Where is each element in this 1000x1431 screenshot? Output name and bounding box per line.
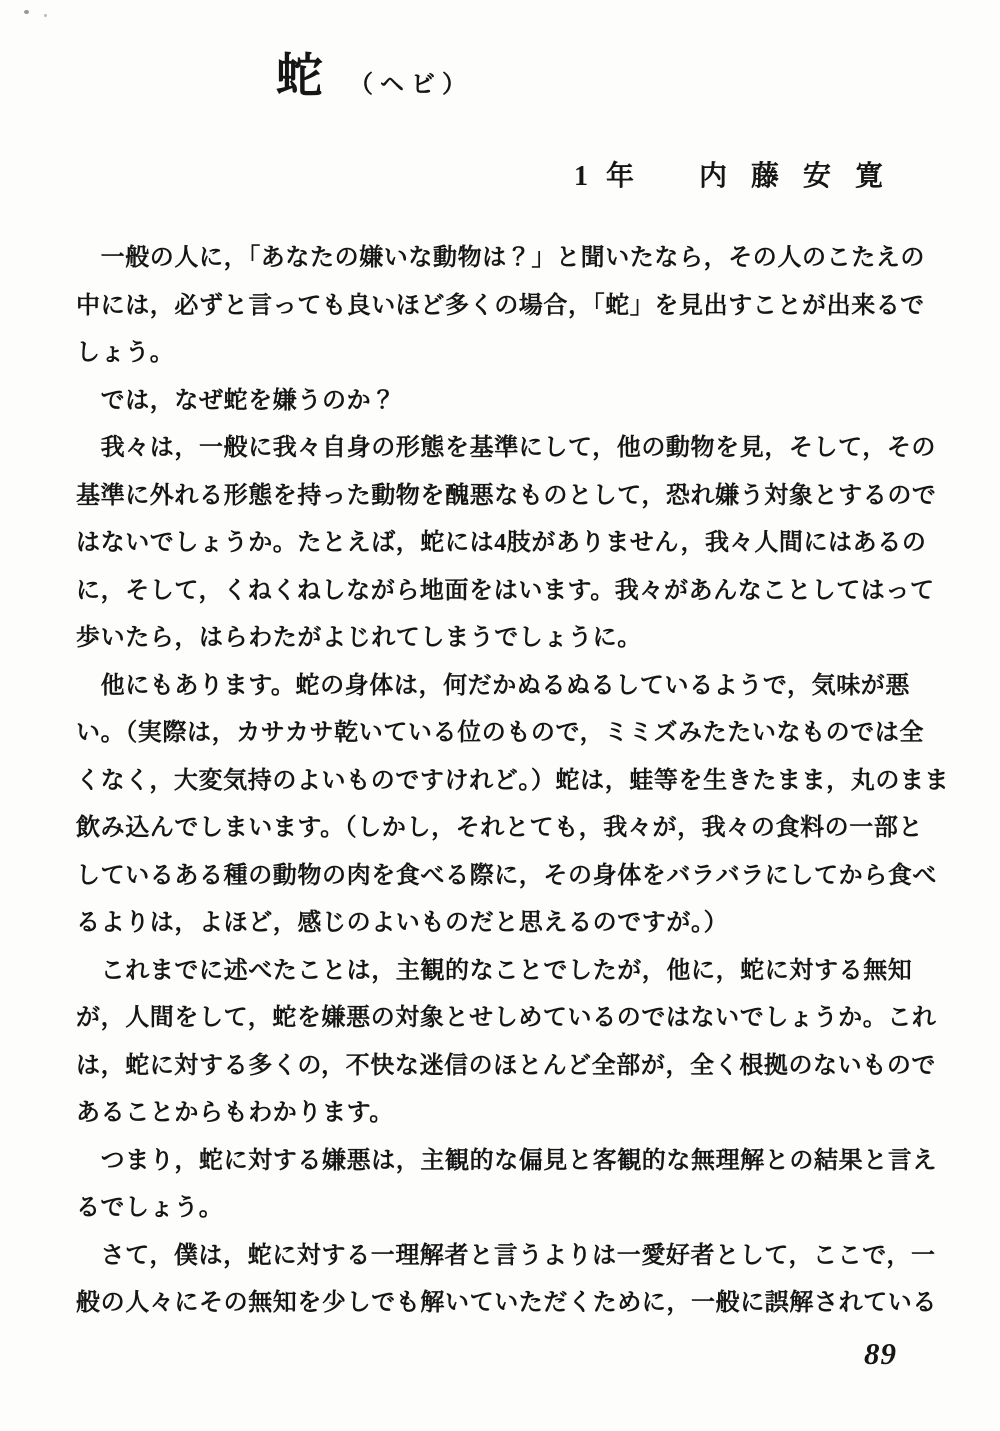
text-line: は，蛇に対する多くの，不快な迷信のほとんど全部が，全く根拠のないもので xyxy=(76,1052,937,1079)
text-line: つまり，蛇に対する嫌悪は，主観的な偏見と客観的な無理解との結果と言え xyxy=(76,1147,937,1174)
text-line: くなく，大変気持のよいものですけれど。）蛇は，蛙等を生きたまま，丸のまま xyxy=(76,767,950,794)
text-line: では，なぜ蛇を嫌うのか？ xyxy=(76,387,396,414)
author-grade: 1年 xyxy=(574,161,653,192)
document-title-row xyxy=(276,52,473,104)
text-line: しているある種の動物の肉を食べる際に，その身体をバラバラにしてから食べ xyxy=(76,862,937,889)
text-line: さて，僕は，蛇に対する一理解者と言うよりは一愛好者として，ここで，一 xyxy=(76,1242,936,1269)
text-line: 中には，必ずと言っても良いほど多くの場合，「蛇」を見出すことが出来るで xyxy=(76,292,925,319)
text-line: が，人間をして，蛇を嫌悪の対象とせしめているのではないでしょうか。これ xyxy=(76,1005,937,1031)
text-line: 歩いたら，はらわたがよじれてしまうでしょうに。 xyxy=(76,625,642,651)
text-line: るよりは，よほど，感じのよいものだと思えるのですが。） xyxy=(76,910,729,936)
scan-artifact xyxy=(24,10,29,14)
document-title: 蛇 xyxy=(276,51,323,103)
text-line: はないでしょうか。たとえば，蛇には4肢がありません，我々人間にはあるの xyxy=(76,530,927,556)
title-reading: （ヘビ） xyxy=(349,72,473,98)
text-line: 飲み込んでしまいます。（しかし，それとても，我々が，我々の食料の一部と xyxy=(76,815,924,841)
text-line: 一般の人に，「あなたの嫌いな動物は？」と聞いたなら，その人のこたえの xyxy=(76,245,925,271)
text-line: しょう。 xyxy=(76,340,175,366)
text-line: 他にもあります。蛇の身体は，何だかぬるぬるしているようで，気味が悪 xyxy=(76,672,910,699)
text-line: 我々は，一般に我々自身の形態を基準にして，他の動物を見，そして，その xyxy=(76,435,937,461)
text-line: 般の人々にその無知を少しでも解いていただくために，一般に誤解されている xyxy=(76,1290,937,1316)
scan-artifact xyxy=(44,14,47,17)
author-name: 内藤安寛 xyxy=(699,161,908,192)
text-line: これまでに述べたことは，主観的なことでしたが，他に，蛇に対する無知 xyxy=(76,957,913,984)
byline xyxy=(574,160,907,194)
text-line: 基準に外れる形態を持った動物を醜悪なものとして，恐れ嫌う対象とするので xyxy=(76,482,937,509)
page-number: 89 xyxy=(864,1336,897,1371)
text-line: あることからもわかります。 xyxy=(76,1100,394,1126)
text-line: るでしょう。 xyxy=(76,1195,224,1221)
body-text xyxy=(76,235,950,1328)
text-line: い。（実際は，カサカサ乾いている位のもので，ミミズみたたいなものでは全 xyxy=(76,720,925,746)
text-line: に，そして，くねくねしながら地面をはいます。我々があんなことしてはって xyxy=(76,577,935,604)
